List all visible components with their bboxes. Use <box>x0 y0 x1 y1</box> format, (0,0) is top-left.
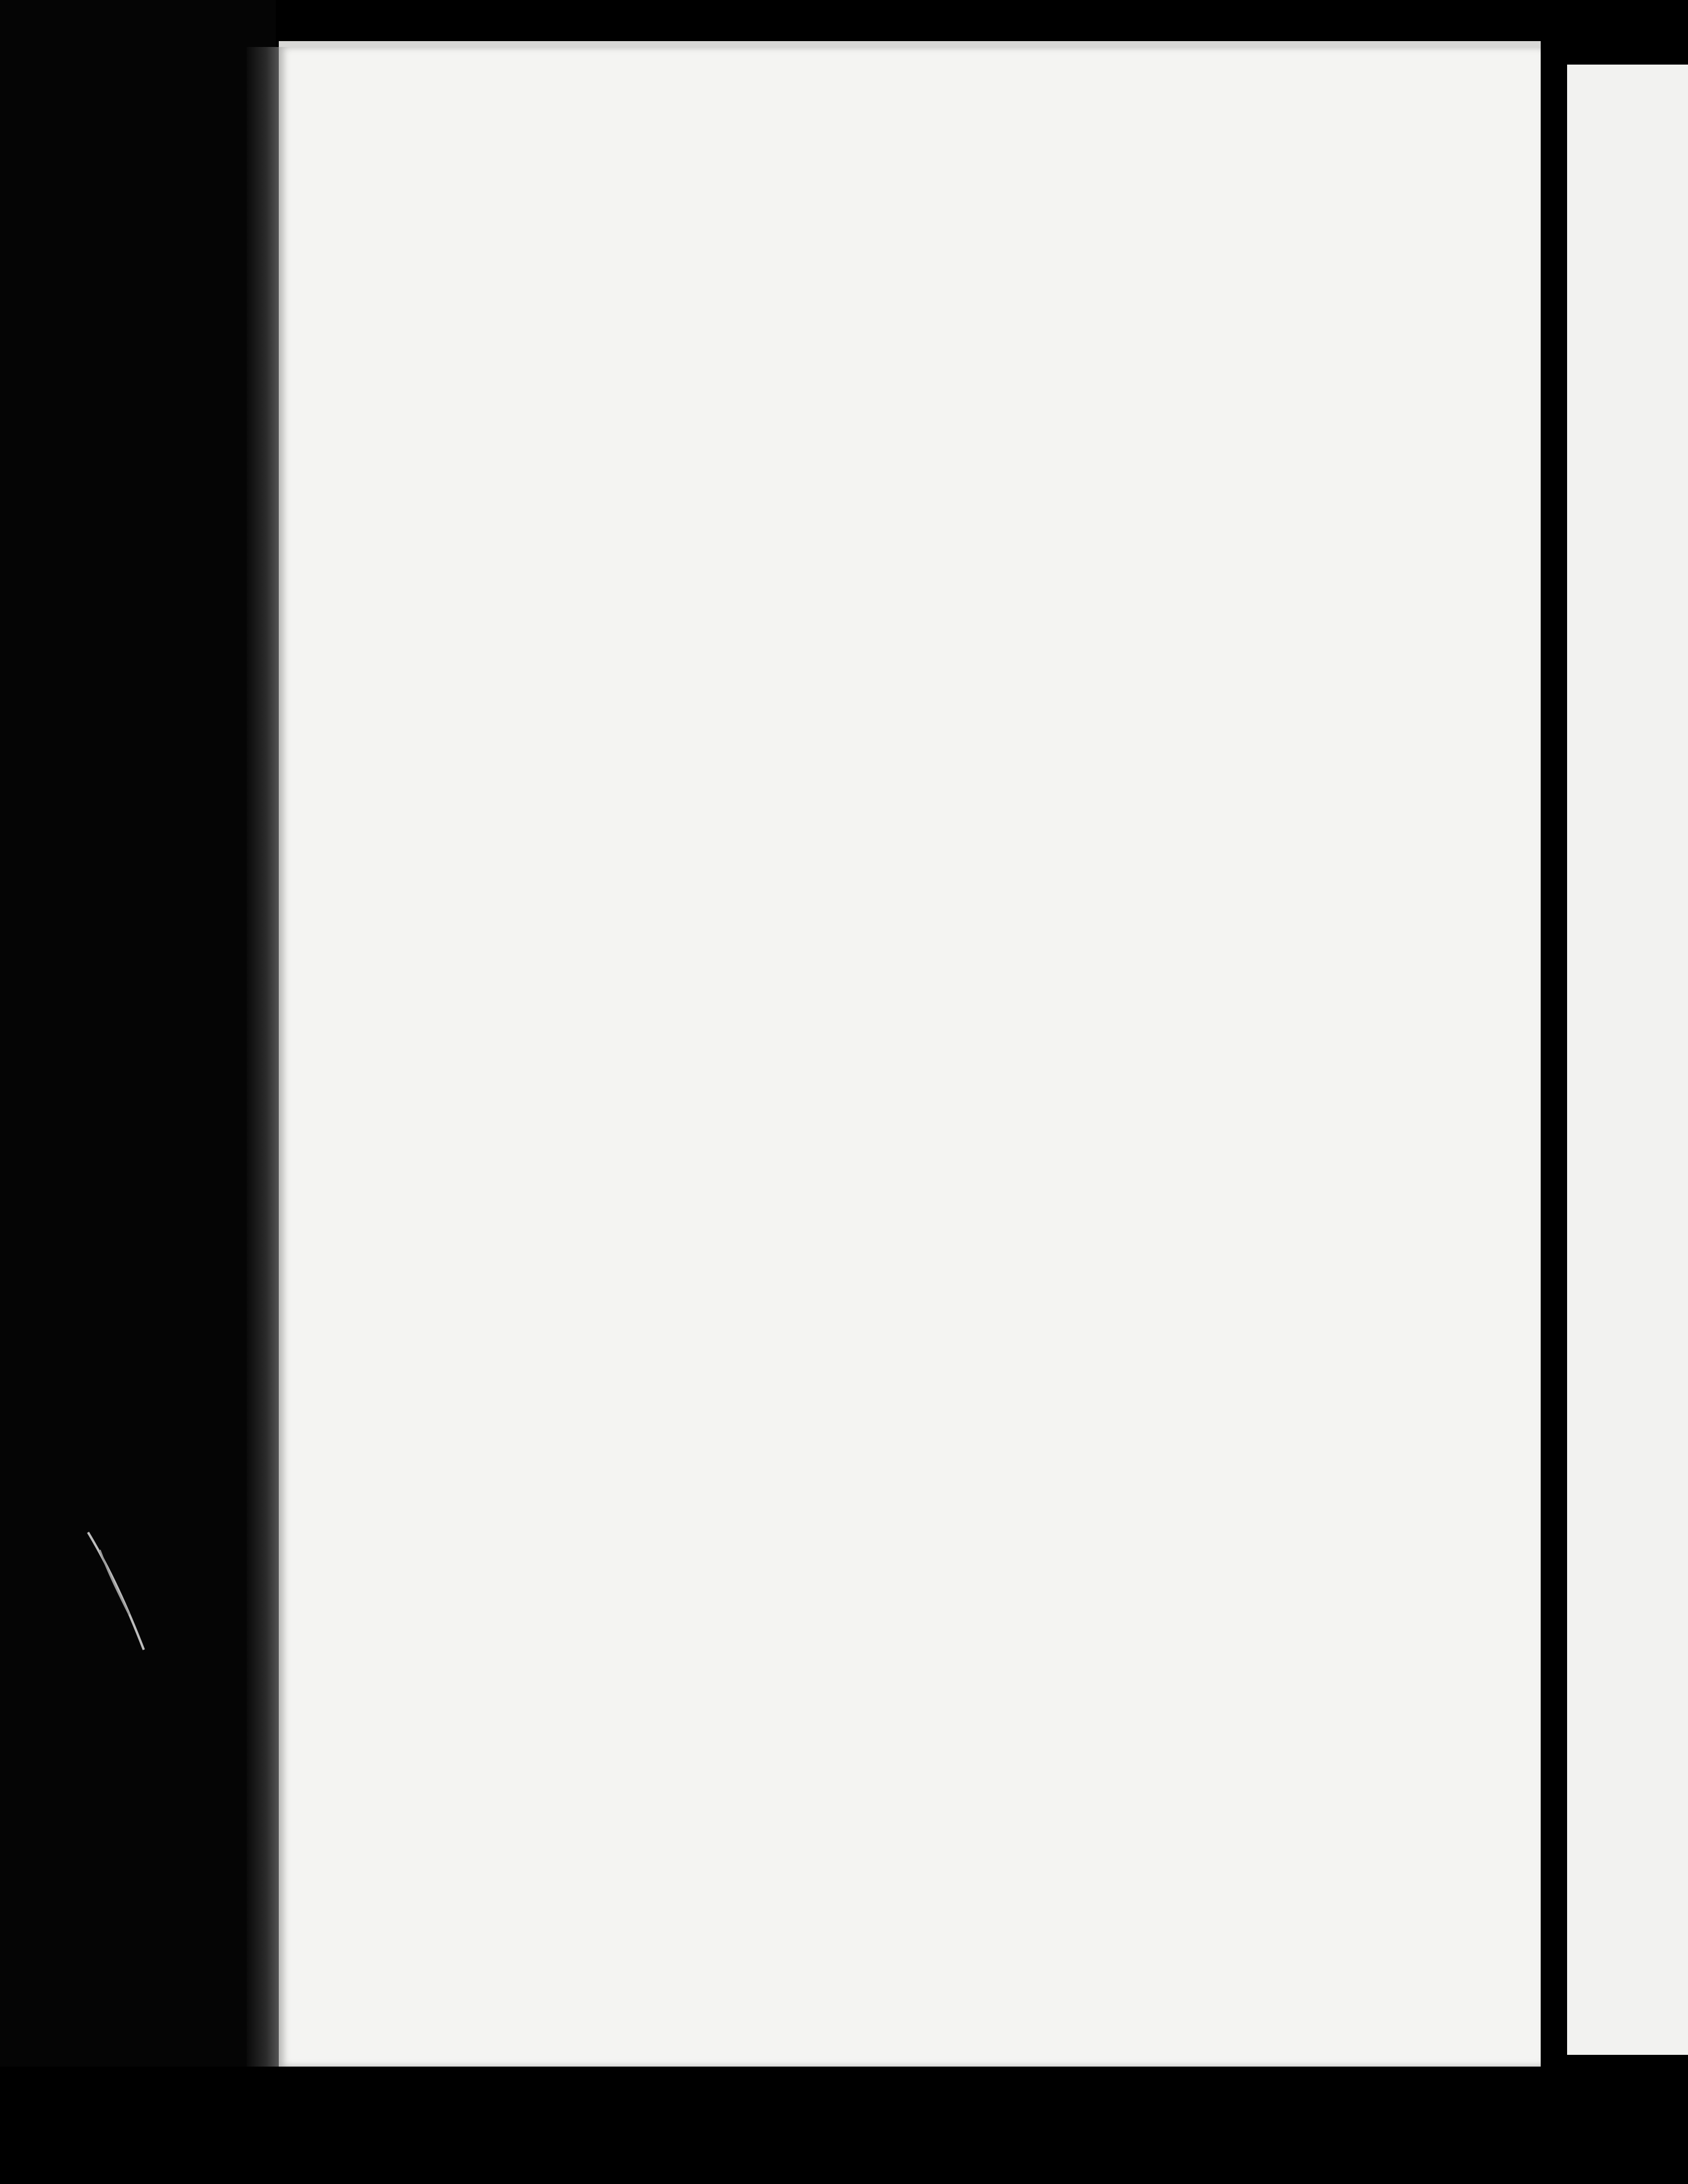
section-one <box>494 1427 1433 1513</box>
page-curl-shadow <box>247 47 279 2067</box>
running-head <box>494 247 1433 294</box>
facing-page <box>1567 65 1688 2055</box>
margin-pencil-mark <box>82 1526 153 1656</box>
book-page <box>279 47 1541 2067</box>
section-one-lead-line <box>494 1471 1433 1513</box>
bottom-band <box>0 2067 1688 2184</box>
left-gutter <box>0 0 276 2184</box>
section-one-heading <box>494 1427 1433 1471</box>
page-divider <box>1541 65 1567 2055</box>
